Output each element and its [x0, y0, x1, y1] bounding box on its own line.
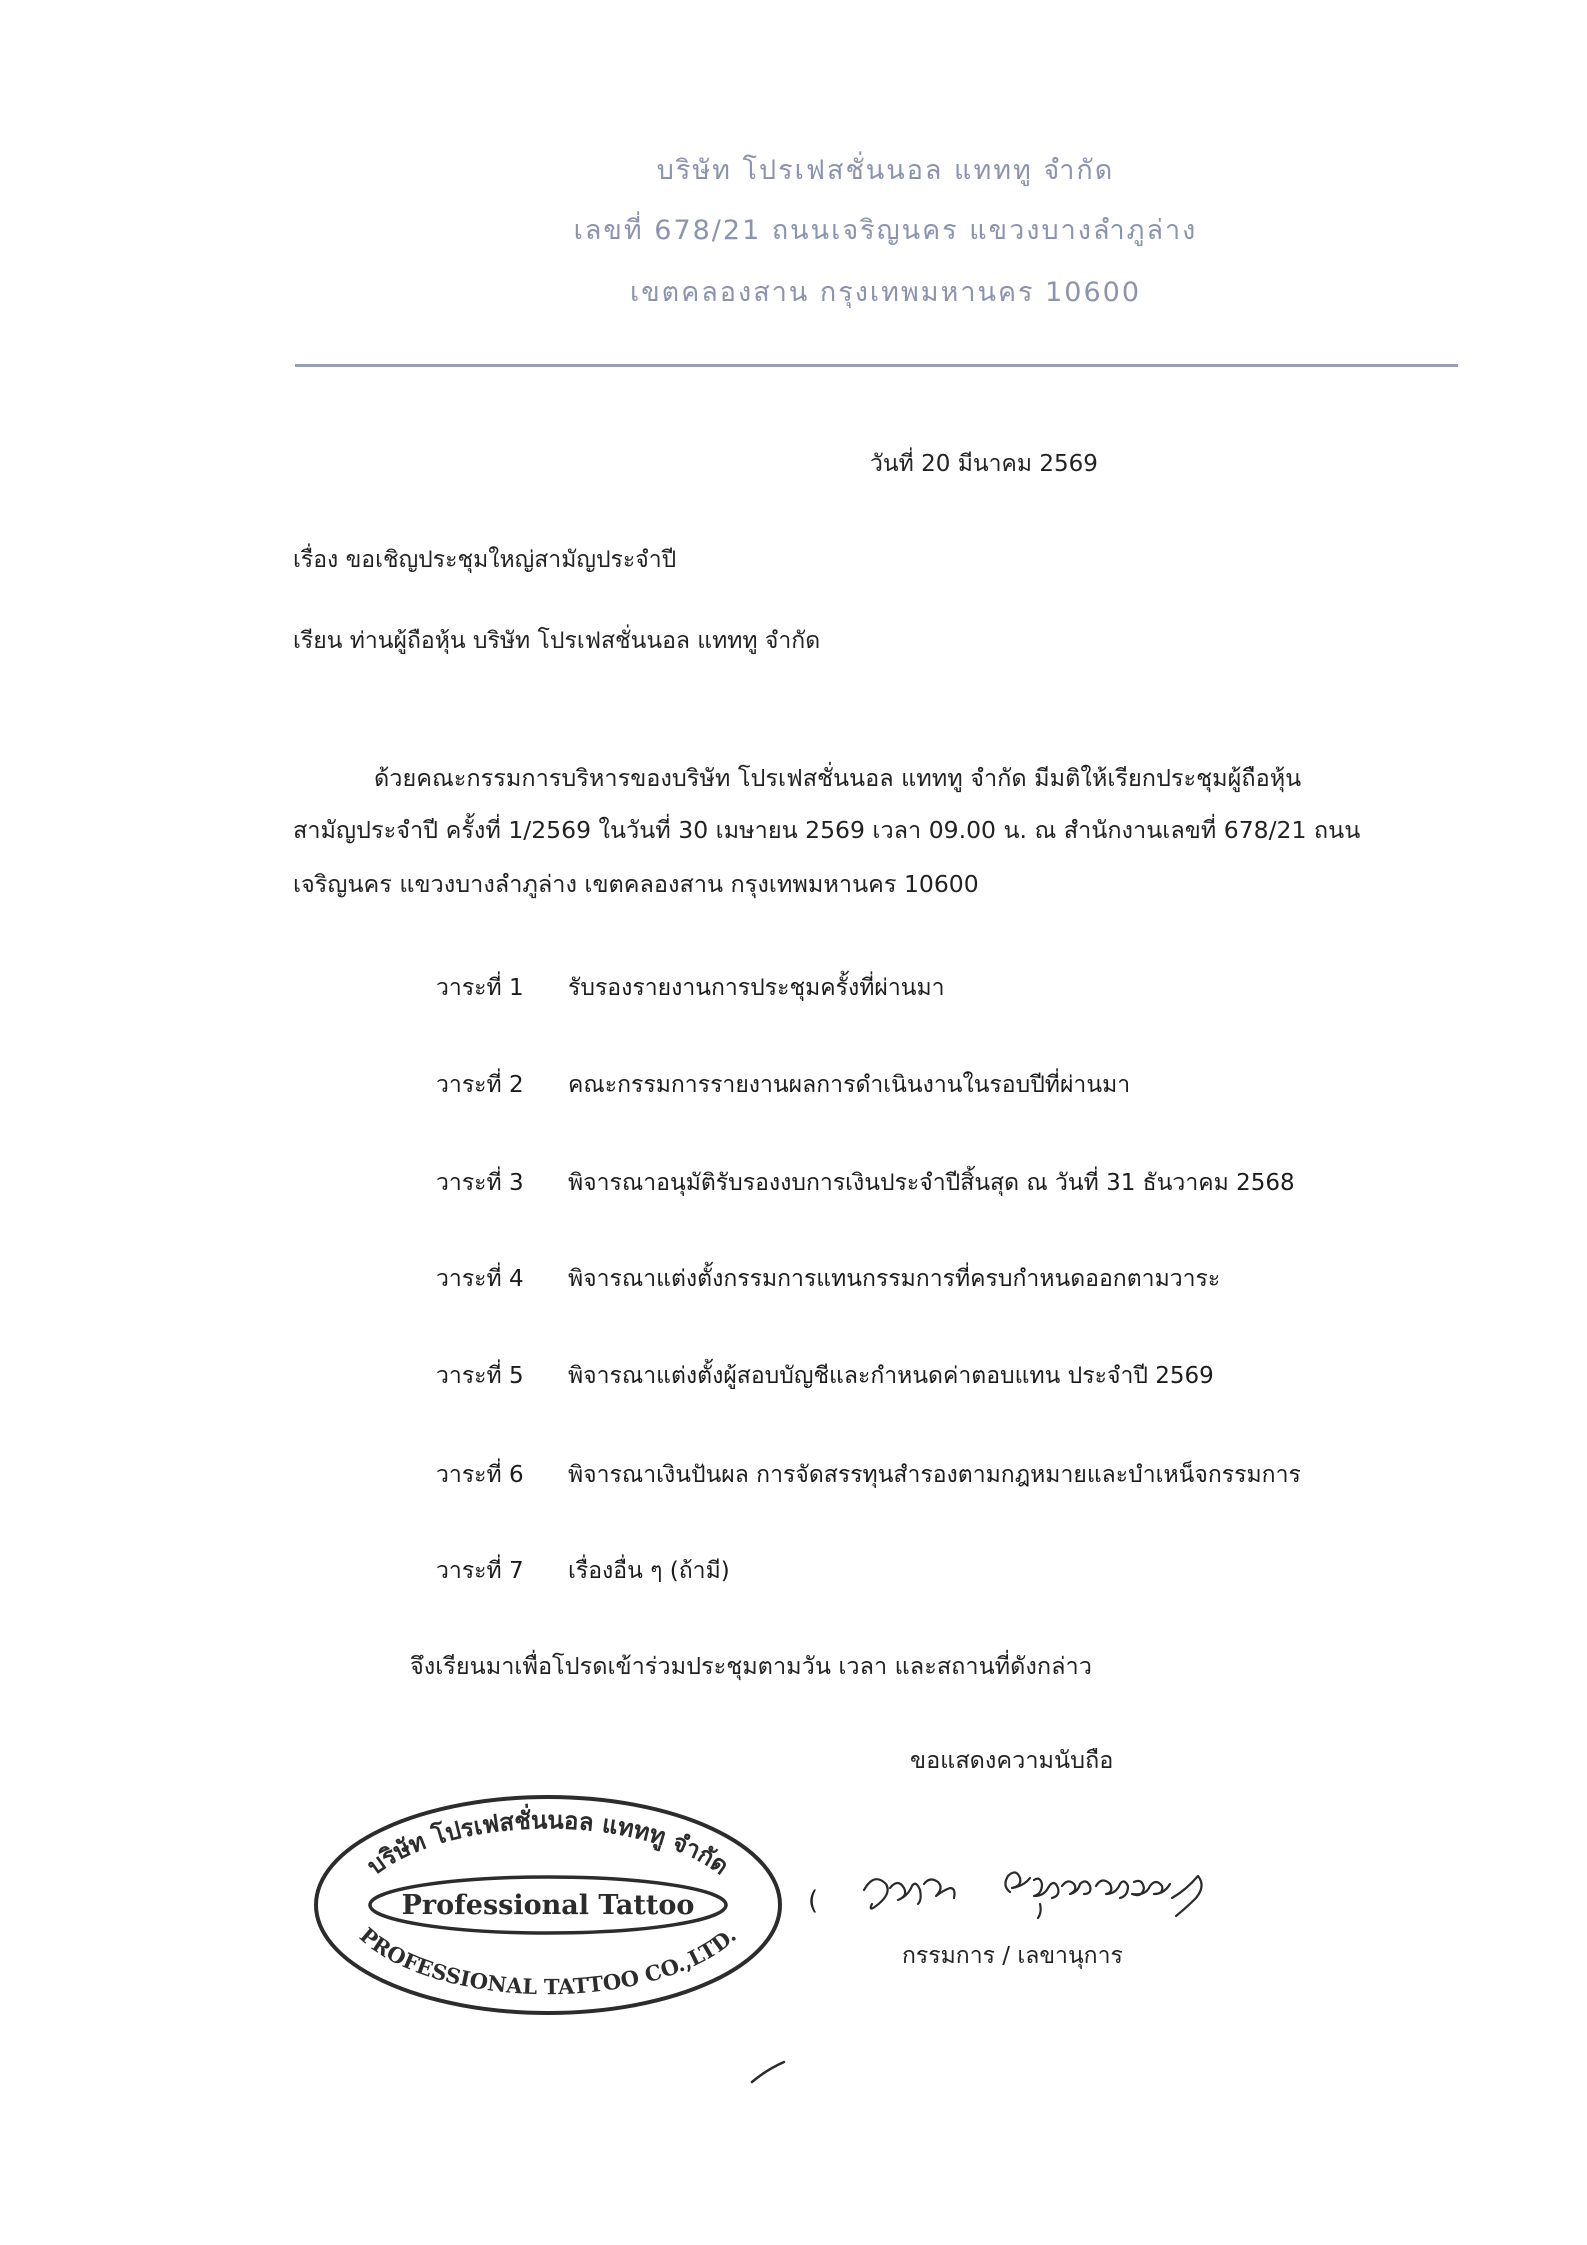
- agenda-label: วาระที่ 6: [436, 1462, 524, 1488]
- body-line-2: สามัญประจำปี ครั้งที่ 1/2569 ในวันที่ 30 เมษายน 2569 เวลา 09.00 น. ณ สำนักงานเลขที่ 678/21 ถนน: [293, 816, 1361, 844]
- signature-open-paren: (: [808, 1886, 819, 1916]
- agenda-text: พิจารณาแต่งตั้งกรรมการแทนกรรมการที่ครบกำหนดออกตามวาระ: [568, 1266, 1221, 1292]
- agenda-label: วาระที่ 1: [436, 975, 524, 1001]
- signer-role: กรรมการ / เลขานุการ: [902, 1943, 1123, 1969]
- agenda-text: คณะกรรมการรายงานผลการดำเนินงานในรอบปีที่ผ่านมา: [568, 1072, 1131, 1098]
- letter-date: วันที่ 20 มีนาคม 2569: [870, 451, 1098, 477]
- company-name: บริษัท โปรเฟสชั่นนอล แทททู จำกัด: [656, 155, 1115, 186]
- agenda-item: [436, 970, 945, 1006]
- agenda-text: พิจารณาแต่งตั้งผู้สอบบัญชีและกำหนดค่าตอบแทน ประจำปี 2569: [568, 1363, 1214, 1389]
- company-seal: [310, 1790, 786, 2020]
- letter-subject: เรื่อง ขอเชิญประชุมใหญ่สามัญประจำปี: [293, 547, 677, 573]
- seal-center-text: Professional Tattoo: [401, 1890, 695, 1921]
- agenda-item: [436, 1165, 1295, 1201]
- letterhead-divider: [295, 364, 1458, 367]
- pen-mark: [748, 2056, 788, 2086]
- company-address-line-1: เลขที่ 678/21 ถนนเจริญนคร แขวงบางลำภูล่าง: [573, 215, 1198, 246]
- agenda-label: วาระที่ 4: [436, 1266, 524, 1292]
- agenda-text: รับรองรายงานการประชุมครั้งที่ผ่านมา: [568, 975, 945, 1001]
- agenda-text: พิจารณาอนุมัติรับรองงบการเงินประจำปีสิ้นสุด ณ วันที่ 31 ธันวาคม 2568: [568, 1170, 1295, 1196]
- agenda-text: เรื่องอื่น ๆ (ถ้ามี): [568, 1558, 730, 1584]
- agenda-item: [436, 1553, 730, 1589]
- agenda-label: วาระที่ 2: [436, 1072, 524, 1098]
- agenda-label: วาระที่ 7: [436, 1558, 524, 1584]
- agenda-text: พิจารณาเงินปันผล การจัดสรรทุนสำรองตามกฎหมายและบำเหน็จกรรมการ: [568, 1462, 1301, 1488]
- body-line-1: ด้วยคณะกรรมการบริหารของบริษัท โปรเฟสชั่นนอล แทททู จำกัด มีมติให้เรียกประชุมผู้ถือหุ้น: [374, 764, 1302, 792]
- agenda-item: [436, 1457, 1301, 1493]
- regards: ขอแสดงความนับถือ: [910, 1746, 1114, 1774]
- closing-sentence: จึงเรียนมาเพื่อโปรดเข้าร่วมประชุมตามวัน เวลา และสถานที่ดังกล่าว: [410, 1652, 1092, 1680]
- body-line-3: เจริญนคร แขวงบางลำภูล่าง เขตคลองสาน กรุงเทพมหานคร 10600: [293, 870, 979, 898]
- letter-recipient: เรียน ท่านผู้ถือหุ้น บริษัท โปรเฟสชั่นนอล แทททู จำกัด: [293, 628, 821, 654]
- seal-bottom-text: PROFESSIONAL TATTOO CO.,LTD.: [355, 1922, 741, 2000]
- agenda-item: [436, 1067, 1130, 1103]
- seal-top-text: บริษัท โปรเฟสชั่นนอล แทททู จำกัด: [362, 1806, 734, 1881]
- agenda-item: [436, 1358, 1214, 1394]
- company-address-line-2: เขตคลองสาน กรุงเทพมหานคร 10600: [629, 277, 1141, 308]
- agenda-label: วาระที่ 5: [436, 1363, 524, 1389]
- agenda-item: [436, 1261, 1220, 1297]
- agenda-label: วาระที่ 3: [436, 1170, 524, 1196]
- handwritten-signature: [852, 1858, 1242, 1938]
